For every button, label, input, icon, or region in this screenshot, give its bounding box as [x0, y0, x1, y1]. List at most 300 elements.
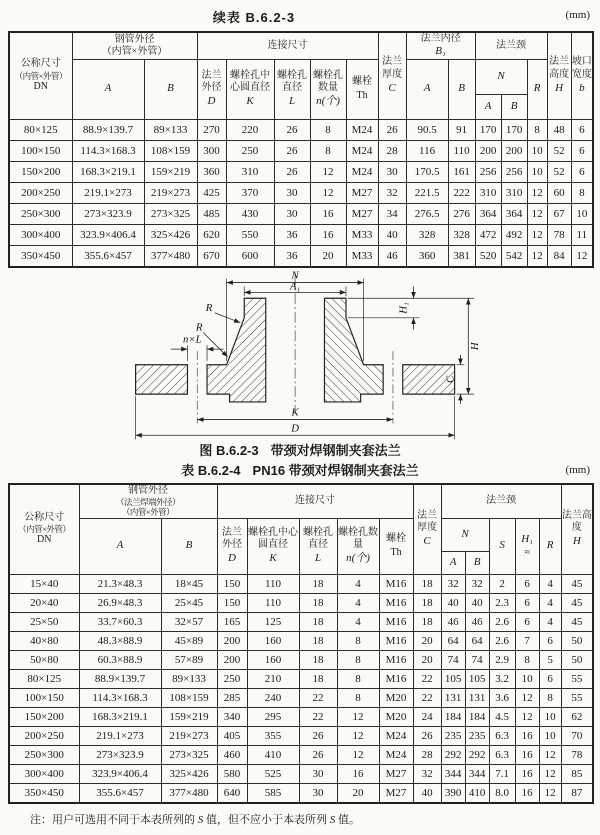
t1-header-pipe-a: A — [72, 59, 144, 119]
t1-header-d: 法兰外径 D — [197, 59, 226, 119]
t2-header-height: 法兰高度 H — [561, 484, 593, 574]
table-cell: 12 — [527, 245, 547, 267]
table-cell: 74 — [465, 650, 489, 669]
table-cell: 2.6 — [489, 612, 515, 631]
table-cell: 8 — [571, 182, 593, 203]
table-cell: 50 — [561, 650, 593, 669]
table-cell: 26 — [378, 119, 406, 140]
table-cell: 256 — [475, 161, 501, 182]
table-cell: 344 — [441, 764, 465, 783]
table2-title-row — [0, 460, 600, 480]
table-cell: 16 — [310, 203, 346, 224]
table-cell: 40 — [465, 593, 489, 612]
t1-header-neck-n: N — [475, 59, 527, 94]
t2-header-pipe-b: B — [161, 518, 217, 574]
table-cell: 33.7×60.3 — [79, 612, 161, 631]
table-row — [9, 203, 593, 224]
table-cell: 276 — [448, 203, 475, 224]
table-cell: 323.9×406.4 — [79, 764, 161, 783]
table-cell: 8 — [337, 669, 379, 688]
table-cell: 4 — [539, 574, 561, 593]
table-cell: 7 — [515, 631, 539, 650]
table-cell: 344 — [465, 764, 489, 783]
table-cell: 18 — [299, 669, 337, 688]
table-cell: 310 — [501, 182, 527, 203]
table-cell: 114.3×168.3 — [72, 140, 144, 161]
table-cell: 46 — [441, 612, 465, 631]
table-cell: 62 — [561, 707, 593, 726]
t1-header-th: 螺栓 Th — [346, 59, 378, 119]
table-cell: M27 — [379, 783, 413, 803]
table-cell: 16 — [515, 783, 539, 803]
table-cell: 88.9×139.7 — [79, 669, 161, 688]
table-cell: 16 — [515, 726, 539, 745]
table-cell: 114.3×168.3 — [79, 688, 161, 707]
table-cell: 377×480 — [161, 783, 217, 803]
table-cell: 600 — [226, 245, 274, 267]
table-cell: 26 — [413, 726, 441, 745]
table-row — [9, 764, 593, 783]
table-cell: 328 — [448, 224, 475, 245]
table-cell: 377×480 — [144, 245, 197, 267]
table-cell: M20 — [379, 707, 413, 726]
table-cell: 18 — [413, 612, 441, 631]
table-cell: 40 — [413, 783, 441, 803]
table-cell: 161 — [448, 161, 475, 182]
t2-header-h1: H₁ ≈ — [515, 518, 539, 574]
t1-header-connection: 连接尺寸 — [197, 32, 378, 59]
figure-area — [0, 268, 600, 440]
table-cell: 16 — [337, 764, 379, 783]
table-cell: 18 — [299, 612, 337, 631]
table-cell: 2.9 — [489, 650, 515, 669]
table-cell: 36 — [274, 224, 310, 245]
flange-section-right-hub — [324, 298, 383, 402]
table-cell: 100×150 — [9, 140, 72, 161]
table-cell: 7.1 — [489, 764, 515, 783]
table-cell: 26 — [274, 161, 310, 182]
table-cell: 28 — [413, 745, 441, 764]
table-cell: 550 — [226, 224, 274, 245]
table-cell: 200 — [217, 631, 247, 650]
table-cell: 10 — [539, 707, 561, 726]
table-row — [9, 688, 593, 707]
table-cell: 26 — [274, 119, 310, 140]
table-cell: 150×200 — [9, 707, 79, 726]
table-cell: M24 — [346, 140, 378, 161]
table-cell: 25×50 — [9, 612, 79, 631]
t2-header-d: 法兰外径 D — [217, 518, 247, 574]
table-b624 — [8, 483, 594, 804]
table-cell: 12 — [515, 688, 539, 707]
table-cell: 28 — [378, 140, 406, 161]
table-cell: 370 — [226, 182, 274, 203]
t2-header-neck-n: N — [441, 518, 489, 551]
table-cell: 34 — [378, 203, 406, 224]
table-cell: 235 — [465, 726, 489, 745]
table-cell: 30 — [378, 161, 406, 182]
t1-header-height: 法兰高度 H — [547, 32, 571, 119]
table-cell: 12 — [539, 764, 561, 783]
table-cell: 50 — [561, 631, 593, 650]
table-cell: 273×325 — [144, 203, 197, 224]
t1-header-pipe-od: 钢管外径 （内管×外管） — [72, 32, 197, 59]
table-cell: 285 — [217, 688, 247, 707]
t2-header-k: 螺栓孔中心圆直径 K — [247, 518, 299, 574]
table-cell: 620 — [197, 224, 226, 245]
table-row — [9, 182, 593, 203]
dim-label-N: N — [291, 269, 299, 282]
table-cell: 55 — [561, 688, 593, 707]
t1-header-neck: 法兰颈 — [475, 32, 547, 59]
table-cell: 45 — [561, 593, 593, 612]
r-upper-leader — [215, 312, 240, 322]
table-cell: 131 — [441, 688, 465, 707]
table-cell: 8 — [310, 140, 346, 161]
flange-section-left-hub — [207, 298, 266, 402]
table-cell: 6 — [515, 574, 539, 593]
table-cell: 5 — [539, 650, 561, 669]
dim-label-H: H — [469, 341, 482, 350]
table-cell: 74 — [441, 650, 465, 669]
table-cell: 221.5 — [406, 182, 448, 203]
table-row — [9, 783, 593, 803]
table-row — [9, 161, 593, 182]
table-cell: 6 — [571, 119, 593, 140]
table-cell: 580 — [217, 764, 247, 783]
table-cell: 364 — [501, 203, 527, 224]
table-cell: 250 — [226, 140, 274, 161]
table-cell: 6.3 — [489, 726, 515, 745]
table-cell: 360 — [197, 161, 226, 182]
table-cell: 26 — [274, 140, 310, 161]
table-cell: 46 — [378, 245, 406, 267]
table-cell: 110 — [247, 593, 299, 612]
table-cell: 6 — [515, 612, 539, 631]
t1-header-thickness: 法兰厚度 C — [378, 32, 406, 119]
t2-header-neck-a: A — [441, 551, 465, 574]
table-cell: 4 — [337, 574, 379, 593]
table-cell: 250×300 — [9, 745, 79, 764]
table-cell: 184 — [441, 707, 465, 726]
table-cell: 105 — [441, 669, 465, 688]
table-cell: 67 — [547, 203, 571, 224]
table-cell: 22 — [299, 688, 337, 707]
t2-header-th: 螺栓 Th — [379, 518, 413, 574]
table-cell: 160 — [247, 631, 299, 650]
table-cell: 18 — [299, 631, 337, 650]
table-cell: 276.5 — [406, 203, 448, 224]
table-cell: 168.3×219.1 — [72, 161, 144, 182]
table-cell: 323.9×406.4 — [72, 224, 144, 245]
table-cell: 430 — [226, 203, 274, 224]
table-cell: 105 — [465, 669, 489, 688]
table-note: 注：用户可选用不同于本表所列的 S 值，但不应小于本表所列 S 值。 — [30, 813, 360, 826]
table-cell: M16 — [379, 650, 413, 669]
dim-label-R-lower: R — [195, 321, 203, 334]
table-cell: 18 — [413, 593, 441, 612]
table-cell: 45 — [561, 574, 593, 593]
table-cell: 8 — [337, 688, 379, 707]
table-cell: 8.0 — [489, 783, 515, 803]
table-cell: 8 — [337, 650, 379, 669]
table-cell: 4 — [539, 593, 561, 612]
table-cell: 4 — [337, 612, 379, 631]
table-cell: 410 — [465, 783, 489, 803]
dim-label-nxL: n×L — [183, 332, 202, 345]
table-row — [9, 707, 593, 726]
table-row — [9, 745, 593, 764]
table-cell: 240 — [247, 688, 299, 707]
table-cell: 8 — [337, 631, 379, 650]
table-cell: 6 — [539, 669, 561, 688]
table-cell: 292 — [441, 745, 465, 764]
table-cell: 300 — [197, 140, 226, 161]
table-cell: 48 — [547, 119, 571, 140]
table-cell: 410 — [247, 745, 299, 764]
table-cell: 85 — [561, 764, 593, 783]
table-cell: 219×273 — [144, 182, 197, 203]
t1-header-bevel: 坡口宽度 b — [571, 32, 593, 119]
table-cell: 45×89 — [161, 631, 217, 650]
table-cell: 270 — [197, 119, 226, 140]
table-cell: 310 — [475, 182, 501, 203]
table-cell: 256 — [501, 161, 527, 182]
table-cell: 60 — [547, 182, 571, 203]
table-cell: 165 — [217, 612, 247, 631]
table-cell: 292 — [465, 745, 489, 764]
table-cell: 200 — [501, 140, 527, 161]
table-cell: 8 — [527, 119, 547, 140]
t1-header-n: 螺栓孔数量 n(个) — [310, 59, 346, 119]
table-cell: 26.9×48.3 — [79, 593, 161, 612]
table-cell: M33 — [346, 224, 378, 245]
table-cell: 542 — [501, 245, 527, 267]
table-cell: 360 — [406, 245, 448, 267]
table-cell: 91 — [448, 119, 475, 140]
t2-header-l: 螺栓孔直径 L — [299, 518, 337, 574]
table-cell: 110 — [247, 574, 299, 593]
table-cell: 10 — [571, 203, 593, 224]
table-cell: 24 — [413, 707, 441, 726]
table-cell: M24 — [346, 119, 378, 140]
table-cell: 32 — [378, 182, 406, 203]
table-cell: 78 — [547, 224, 571, 245]
table-cell: 32 — [413, 764, 441, 783]
table-cell: 310 — [226, 161, 274, 182]
table-cell: 16 — [310, 224, 346, 245]
table-row — [9, 593, 593, 612]
table-cell: M16 — [379, 669, 413, 688]
table-cell: 4 — [539, 612, 561, 631]
table-cell: M27 — [379, 764, 413, 783]
table-cell: 80×125 — [9, 669, 79, 688]
t1-body — [9, 119, 593, 267]
table-cell: 46 — [465, 612, 489, 631]
table-cell: 355.6×457 — [72, 245, 144, 267]
table-cell: 170 — [475, 119, 501, 140]
table-row — [9, 726, 593, 745]
table-cell: 200×250 — [9, 726, 79, 745]
table-cell: 48.3×88.9 — [79, 631, 161, 650]
table-cell: 250×300 — [9, 203, 72, 224]
table-row — [9, 224, 593, 245]
table-cell: 325×426 — [161, 764, 217, 783]
table-cell: 150×200 — [9, 161, 72, 182]
table-cell: 100×150 — [9, 688, 79, 707]
t2-header-n: 螺栓孔数量 n(个) — [337, 518, 379, 574]
table-cell: 219.1×273 — [72, 182, 144, 203]
table-cell: 89×133 — [161, 669, 217, 688]
table-cell: 2.6 — [489, 631, 515, 650]
table-cell: 8 — [539, 688, 561, 707]
figure-caption: 图 B.6.2-3 带颈对焊钢制夹套法兰 — [199, 442, 401, 458]
table-cell: 355.6×457 — [79, 783, 161, 803]
table-cell: 110 — [448, 140, 475, 161]
table-cell: 325×426 — [144, 224, 197, 245]
table-cell: 520 — [475, 245, 501, 267]
table-cell: 55 — [561, 669, 593, 688]
table-cell: 45 — [561, 612, 593, 631]
table-cell: 6 — [571, 161, 593, 182]
table-cell: 340 — [217, 707, 247, 726]
table-cell: 40×80 — [9, 631, 79, 650]
table-cell: 20 — [310, 245, 346, 267]
table-cell: 20 — [413, 631, 441, 650]
table-cell: 36 — [274, 245, 310, 267]
table-cell: 11 — [571, 224, 593, 245]
table-cell: 40 — [378, 224, 406, 245]
table-cell: 3.2 — [489, 669, 515, 688]
table-cell: M16 — [379, 612, 413, 631]
table-cell: 22 — [299, 707, 337, 726]
table-cell: 184 — [465, 707, 489, 726]
table-cell: 273×323.9 — [72, 203, 144, 224]
figure-caption-row — [0, 440, 600, 460]
table-cell: 168.3×219.1 — [79, 707, 161, 726]
table-cell: 16 — [515, 745, 539, 764]
table-cell: 6.3 — [489, 745, 515, 764]
table-cell: M33 — [346, 245, 378, 267]
table-cell: 150 — [217, 593, 247, 612]
table-cell: 485 — [197, 203, 226, 224]
table-cell: M27 — [346, 203, 378, 224]
t1-header-pipe-b: B — [144, 59, 197, 119]
table-cell: 6 — [571, 140, 593, 161]
table-cell: 159×219 — [144, 161, 197, 182]
table-cell: 12 — [310, 161, 346, 182]
table-cell: 4 — [337, 593, 379, 612]
t2-header-connection: 连接尺寸 — [217, 484, 413, 518]
dim-label-C: C — [444, 375, 457, 383]
dim-label-H1: H₁ — [397, 301, 410, 314]
table-cell: 12 — [515, 707, 539, 726]
table-cell: 22 — [413, 688, 441, 707]
table-cell: 12 — [310, 182, 346, 203]
flange-section-left-outer — [136, 364, 188, 393]
table-cell: 125 — [247, 612, 299, 631]
table-cell: 12 — [527, 224, 547, 245]
table-cell: 25×45 — [161, 593, 217, 612]
table-cell: 15×40 — [9, 574, 79, 593]
table-cell: 640 — [217, 783, 247, 803]
table-cell: 108×159 — [161, 688, 217, 707]
table-row — [9, 574, 593, 593]
table-cell: 170 — [501, 119, 527, 140]
table-cell: 90.5 — [406, 119, 448, 140]
table-cell: 210 — [247, 669, 299, 688]
dim-label-K: K — [291, 406, 299, 419]
table-cell: 30 — [274, 182, 310, 203]
table-cell: 364 — [475, 203, 501, 224]
table-cell: 18×45 — [161, 574, 217, 593]
table-cell: 60.3×88.9 — [79, 650, 161, 669]
table-cell: 57×89 — [161, 650, 217, 669]
table-cell: 390 — [441, 783, 465, 803]
table-cell: 10 — [527, 161, 547, 182]
table-cell: 273×323.9 — [79, 745, 161, 764]
table-cell: 26 — [299, 726, 337, 745]
table-cell: 6 — [539, 631, 561, 650]
t1-header-neck-a: A — [475, 94, 501, 119]
table-cell: 40 — [441, 593, 465, 612]
continued-table-titlebar — [0, 0, 600, 28]
table-cell: 30 — [299, 783, 337, 803]
table-cell: 116 — [406, 140, 448, 161]
table-cell: 200 — [217, 650, 247, 669]
table-cell: 10 — [539, 726, 561, 745]
table-cell: 32 — [465, 574, 489, 593]
table-cell: 8 — [515, 650, 539, 669]
table-cell: 220 — [226, 119, 274, 140]
table-cell: 12 — [539, 783, 561, 803]
table-cell: 381 — [448, 245, 475, 267]
table-cell: 64 — [441, 631, 465, 650]
table-cell: 18 — [299, 593, 337, 612]
t1-header-bore-a: A — [406, 59, 448, 119]
table-cell: 52 — [547, 140, 571, 161]
t1-header-neck-b: B — [501, 94, 527, 119]
table-cell: 160 — [247, 650, 299, 669]
dim-label-D: D — [291, 421, 299, 434]
table-cell: 12 — [337, 745, 379, 764]
table-cell: 18 — [413, 574, 441, 593]
table-cell: 3.6 — [489, 688, 515, 707]
table-cell: M16 — [379, 631, 413, 650]
table-cell: 8 — [310, 119, 346, 140]
t2-header-dn: 公称尺寸 （内管×外管） DN — [9, 484, 79, 574]
table-cell: 20 — [413, 650, 441, 669]
table-cell: 525 — [247, 764, 299, 783]
table-cell: 219×273 — [161, 726, 217, 745]
table-cell: M24 — [346, 161, 378, 182]
table-row — [9, 612, 593, 631]
table-cell: 12 — [337, 726, 379, 745]
t1-header-bore: 法兰内径 B₁ — [406, 32, 475, 59]
t2-header-thickness: 法兰厚度 C — [413, 484, 441, 574]
table-cell: 350×450 — [9, 245, 72, 267]
table-cell: 12 — [571, 245, 593, 267]
table-cell: 89×133 — [144, 119, 197, 140]
table-cell: 425 — [197, 182, 226, 203]
table-cell: 472 — [475, 224, 501, 245]
table-cell: 300×400 — [9, 764, 79, 783]
table-cell: 87 — [561, 783, 593, 803]
table-cell: 12 — [527, 203, 547, 224]
table-cell: 32×57 — [161, 612, 217, 631]
table-cell: 219.1×273 — [79, 726, 161, 745]
t2-body — [9, 574, 593, 803]
